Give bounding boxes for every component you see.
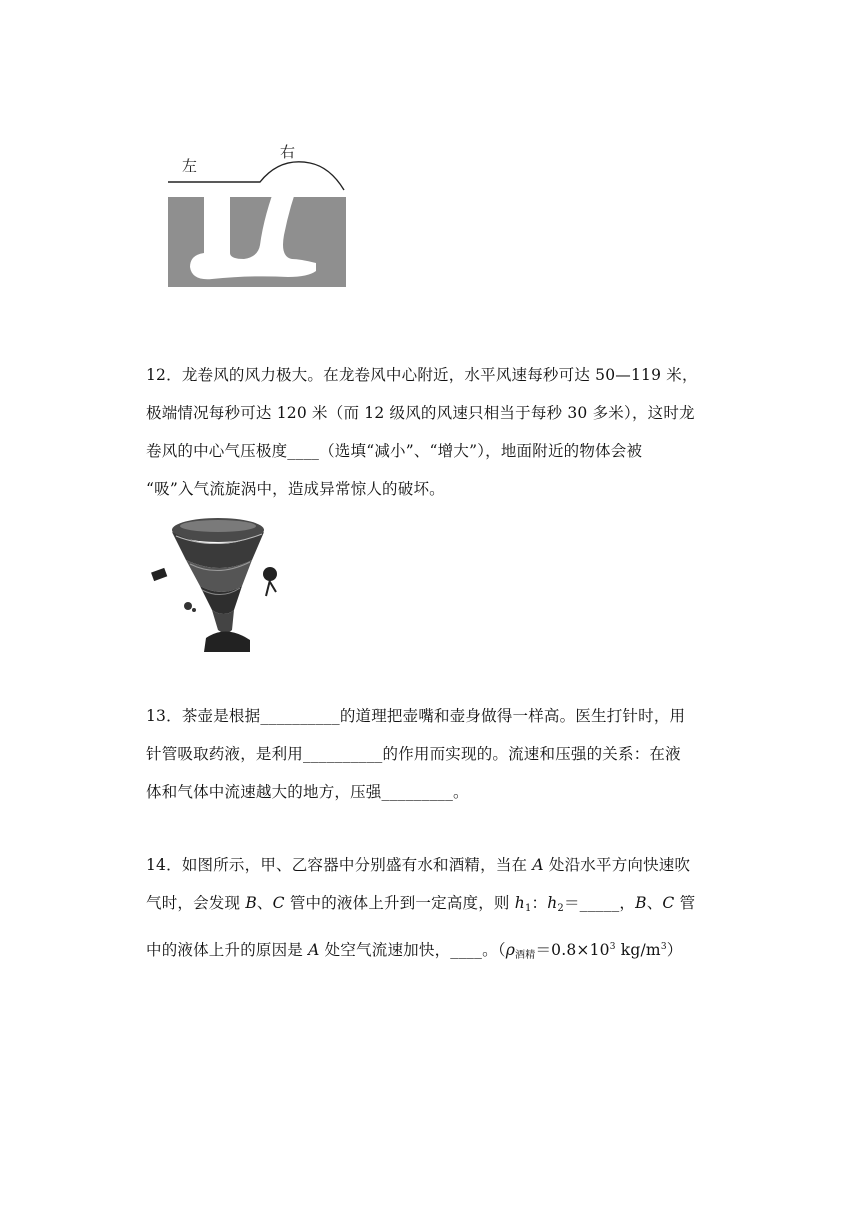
question-14 [146, 846, 726, 975]
left-label: 左 [182, 157, 198, 175]
q12-line-1: 12．龙卷风的风力极大。在龙卷风中心附近，水平风速每秒可达 50—119 米， [146, 366, 698, 384]
question-13 [146, 697, 726, 811]
tornado-svg [146, 512, 306, 654]
right-label: 右 [280, 143, 296, 161]
tube-diagram-figure [160, 135, 360, 295]
q13-line-1: 13．茶壶是根据__________的道理把壶嘴和壶身做得一样高。医生打针时，用 [146, 707, 686, 725]
q12-line-3: 卷风的中心气压极度____（选填“减小”、“增大”），地面附近的物体会被 [146, 442, 643, 460]
q13-line-3: 体和气体中流速越大的地方，压强_________。 [146, 783, 469, 801]
q14-line-2: 气时，会发现 B、C 管中的液体上升到一定高度，则 $h_1$：$h_2=\_\_\_\_\_$，B、C 管 [146, 894, 696, 914]
q14-line-3: 中的液体上升的原因是 A 处空气流速加快，____。（$\rho_{酒精}=0.8\times 10^3$ $kg/m^3$） [146, 941, 683, 962]
q13-line-2: 针管吸取药液，是利用__________的作用而实现的。流速和压强的关系：在液 [146, 745, 681, 763]
tornado-illustration [146, 512, 306, 654]
q12-line-2: 极端情况每秒可达 120 米（而 12 级风的风速只相当于每秒 30 多米），这时龙 [146, 404, 695, 422]
q12-line-4: “吸”入气流旋涡中，造成异常惊人的破坏。 [146, 480, 445, 498]
question-12 [146, 356, 726, 508]
q14-line-1: 14．如图所示，甲、乙容器中分别盛有水和酒精，当在 A 处沿水平方向快速吹 [146, 856, 691, 874]
